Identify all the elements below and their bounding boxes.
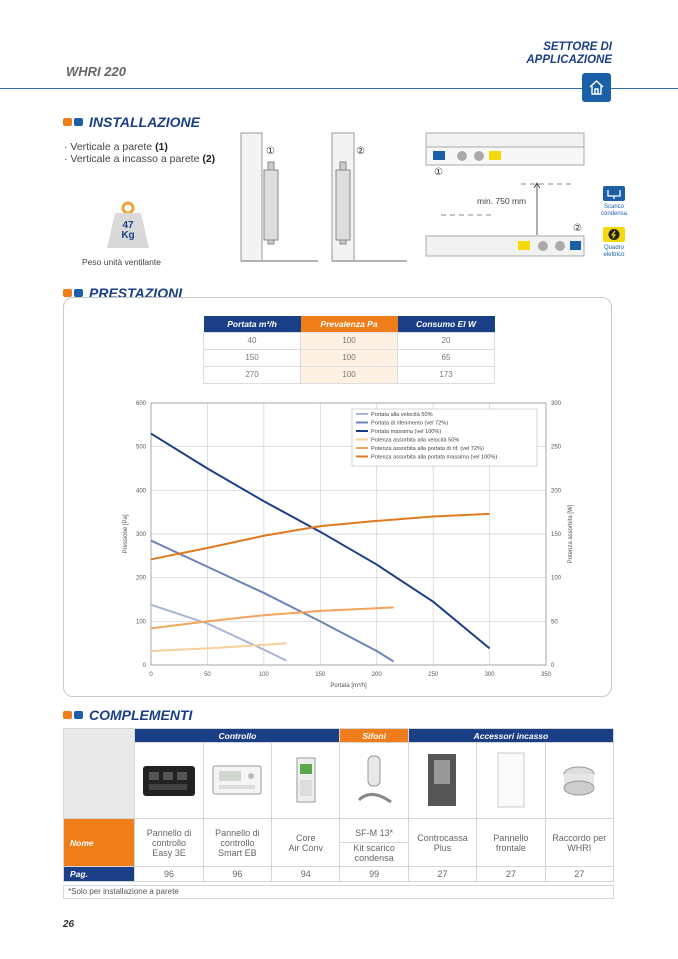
- legend-label: Portata di riferimento (vel 72%): [371, 420, 449, 427]
- blue-square-icon: [74, 289, 83, 297]
- model-name: WHRI 220: [66, 64, 126, 79]
- y2-tick-label: 0: [551, 663, 555, 669]
- orange-square-icon: [63, 289, 72, 297]
- y-tick-label: 100: [135, 619, 146, 626]
- y-tick-label: 0: [142, 663, 146, 669]
- x-tick-label: 300: [484, 672, 495, 678]
- product-image-raccordo: [545, 743, 613, 819]
- product-image-easy3e: [135, 743, 203, 819]
- x-tick-label: 200: [371, 672, 382, 678]
- item-name: Controcassa Plus: [408, 819, 476, 867]
- item-page: 27: [545, 867, 613, 882]
- y-tick-label: 600: [135, 401, 146, 407]
- y-tick-label: 400: [135, 488, 146, 495]
- performance-table: [203, 316, 495, 384]
- cell: 270: [204, 366, 301, 383]
- item-page: 27: [408, 867, 476, 882]
- x-tick-label: 0: [149, 672, 153, 678]
- x-axis-label: Portata [m³/h]: [330, 683, 367, 689]
- item-name: Core Air Conv: [272, 819, 340, 867]
- cell: 100: [301, 349, 398, 366]
- table-row: [204, 332, 495, 349]
- marker-2-top: ②: [573, 223, 582, 234]
- x-tick-label: 150: [315, 672, 326, 678]
- option-parete: · Verticale a parete (1): [64, 141, 168, 153]
- y2-tick-label: 300: [551, 401, 562, 407]
- legend-label: Potenza assorbita alla portata massima (vel 100%): [371, 454, 498, 461]
- group-controllo: Controllo: [135, 729, 340, 743]
- recessed-mount-diagram: [331, 132, 411, 267]
- sector-line-2: APPLICAZIONE: [526, 54, 612, 66]
- performance-chart: [115, 395, 580, 695]
- x-tick-label: 100: [258, 672, 269, 678]
- item-name: SF-M 13* Kit scarico condensa: [340, 819, 408, 867]
- legend-label: Potenza assorbita alla velocità 50%: [371, 437, 460, 444]
- product-image-pannello: [477, 743, 545, 819]
- col-consumo: Consumo El W: [398, 316, 495, 332]
- weight-unit: Kg: [121, 230, 135, 241]
- installazione-title: INSTALLAZIONE: [63, 114, 200, 130]
- y2-tick-label: 200: [551, 488, 562, 495]
- x-tick-label: 350: [540, 672, 552, 678]
- prestazioni-title: PRESTAZIONI: [63, 285, 182, 301]
- home-icon: [582, 73, 611, 102]
- item-page: 94: [272, 867, 340, 882]
- cell: 173: [398, 366, 495, 383]
- cell: 100: [301, 332, 398, 349]
- product-image-sfm13: [340, 743, 408, 819]
- item-name: Pannello di controllo Smart EB: [203, 819, 271, 867]
- wall-mount-diagram: [240, 132, 320, 267]
- product-image-controcassa: [408, 743, 476, 819]
- col-portata: Portata m³/h: [204, 316, 301, 332]
- legend-quadro: Quadro elettrico: [603, 245, 625, 258]
- y2-tick-label: 100: [551, 575, 562, 582]
- weight-caption: Peso unità ventilante: [82, 257, 161, 267]
- marker-1: ①: [266, 146, 275, 157]
- legend-label: Potenza assorbita alla portata di rif. (vel 72%): [371, 446, 484, 452]
- row-label-pag: Pag.: [64, 867, 135, 882]
- complementi-table: [63, 728, 614, 882]
- product-image-coreairconv: [272, 743, 340, 819]
- legend-label: Portata massima (vel 100%): [371, 429, 442, 435]
- blue-square-icon: [74, 711, 83, 719]
- condensate-drain-icon: [603, 186, 625, 201]
- group-accessori: Accessori incasso: [408, 729, 613, 743]
- table-row: [204, 366, 495, 383]
- item-page: 99: [340, 867, 408, 882]
- item-name: Pannello frontale: [477, 819, 545, 867]
- electrical-panel-icon: [603, 227, 625, 242]
- item-name: Pannello di controllo Easy 3E: [135, 819, 203, 867]
- legend-label: Portata alla velocità 50%: [371, 412, 433, 418]
- distance-label: min. 750 mm: [477, 196, 527, 206]
- installation-options: [64, 141, 215, 165]
- orange-square-icon: [63, 118, 72, 126]
- sector-line-1: SETTORE DI: [543, 41, 612, 53]
- item-page: 96: [135, 867, 203, 882]
- y-tick-label: 500: [135, 444, 146, 451]
- item-page: 27: [477, 867, 545, 882]
- cell: 65: [398, 349, 495, 366]
- x-tick-label: 50: [204, 672, 211, 678]
- marker-2: ②: [356, 146, 365, 157]
- y2-tick-label: 50: [551, 619, 558, 626]
- orange-square-icon: [63, 711, 72, 719]
- table-row: [204, 349, 495, 366]
- series-line: [151, 605, 286, 661]
- item-name: Raccordo per WHRI: [545, 819, 613, 867]
- blank-corner: [64, 729, 135, 819]
- cell: 100: [301, 366, 398, 383]
- cell: 20: [398, 332, 495, 349]
- y-tick-label: 200: [135, 575, 146, 582]
- group-sifoni: Sifoni: [340, 729, 408, 743]
- cell: 150: [204, 349, 301, 366]
- complementi-title: COMPLEMENTI: [63, 707, 192, 723]
- row-label-nome: Nome: [64, 819, 135, 867]
- y2-tick-label: 150: [551, 532, 562, 538]
- y-tick-label: 300: [135, 532, 146, 538]
- sector-heading: [526, 41, 612, 67]
- legend-condensa: Scarico condensa: [600, 204, 628, 217]
- footnote: *Solo per installazione a parete: [63, 885, 614, 899]
- blue-square-icon: [74, 118, 83, 126]
- x-tick-label: 250: [428, 672, 439, 678]
- y2-tick-label: 250: [551, 444, 562, 451]
- weight-value: 47: [122, 220, 134, 231]
- y2-axis-label: Potenza assorbita [W]: [568, 504, 574, 564]
- cell: 40: [204, 332, 301, 349]
- item-page: 96: [203, 867, 271, 882]
- product-image-smarteb: [203, 743, 271, 819]
- option-incasso: · Verticale a incasso a parete (2): [64, 153, 216, 165]
- marker-1-top: ①: [434, 167, 443, 178]
- col-prevalenza: Prevalenza Pa: [301, 316, 398, 332]
- y-axis-label: Pressione [Pa]: [123, 514, 129, 554]
- page-number: 26: [63, 919, 75, 930]
- header-divider: [0, 88, 678, 89]
- weight-icon: [105, 200, 151, 250]
